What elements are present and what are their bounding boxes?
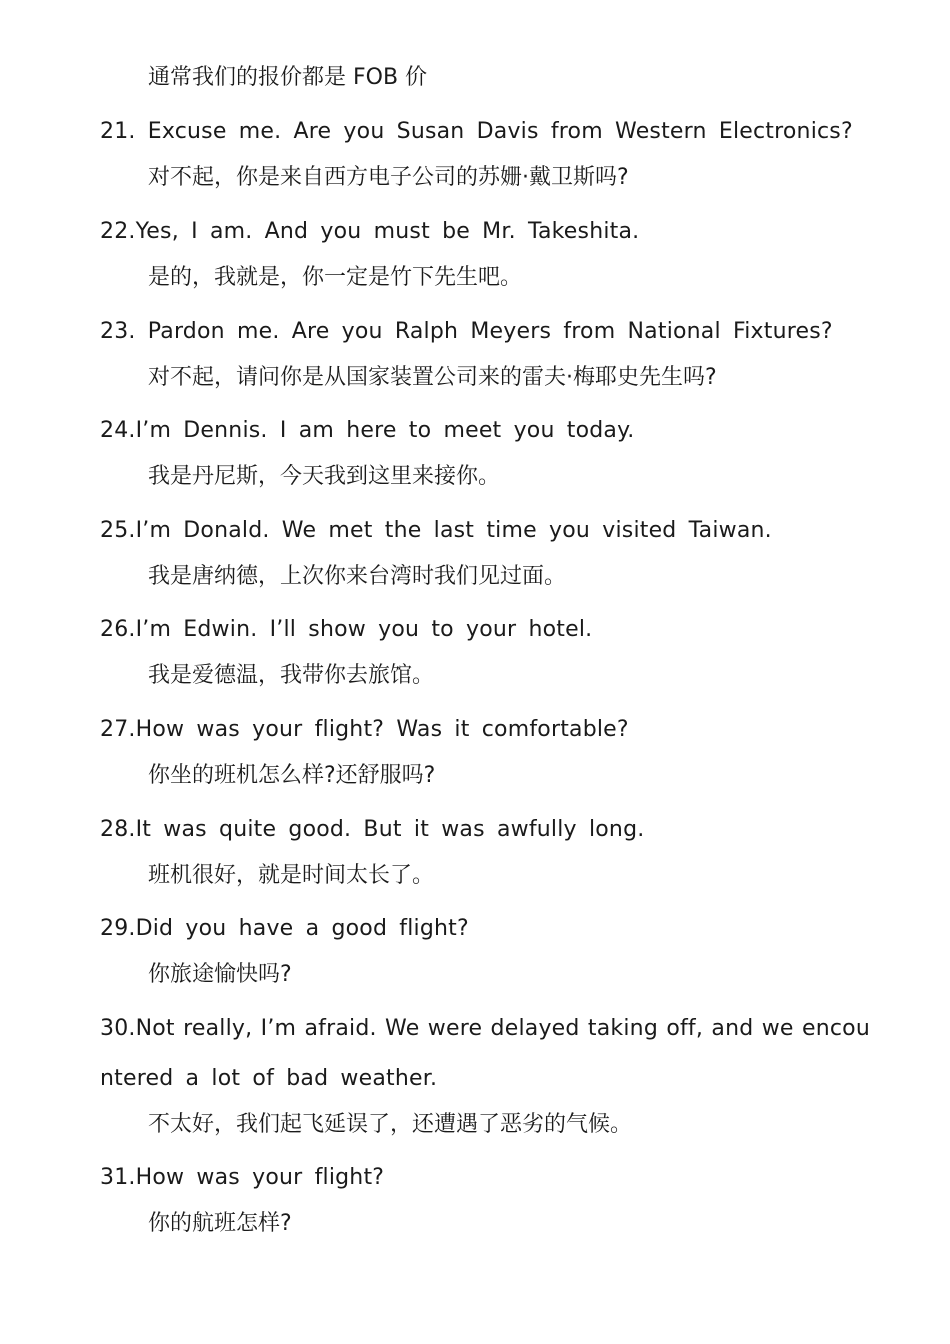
text-line-zh-24: 我是丹尼斯，今天我到这里来接你。 xyxy=(148,464,501,489)
text-line-zh-26: 我是爱德温，我带你去旅馆。 xyxy=(148,663,435,688)
text-line-en-30-part2: ntered a lot of bad weather. xyxy=(100,1066,438,1091)
text-line-zh-23: 对不起，请问你是从国家装置公司来的雷夫·梅耶史先生吗? xyxy=(148,365,717,390)
text-line-zh-31: 你的航班怎样? xyxy=(148,1211,292,1236)
text-line-en-28: 28.It was quite good. But it was awfully long. xyxy=(100,817,645,842)
text-line-en-24: 24.I’m Dennis. I am here to meet you today. xyxy=(100,418,635,443)
text-line-zh-30: 不太好，我们起飞延误了，还遭遇了恶劣的气候。 xyxy=(148,1112,633,1137)
text-line-zh-25: 我是唐纳德，上次你来台湾时我们见过面。 xyxy=(148,564,567,589)
text-line-en-23: 23. Pardon me. Are you Ralph Meyers from National Fixtures? xyxy=(100,319,833,344)
text-line-zh-22: 是的，我就是，你一定是竹下先生吧。 xyxy=(148,265,523,290)
text-line-en-30-part1: 30.Not really, I’m afraid. We were delayed taking off, and we encou xyxy=(100,1016,870,1041)
text-line-zh-pricing: 通常我们的报价都是 FOB 价 xyxy=(148,65,428,90)
text-line-en-27: 27.How was your flight? Was it comfortable? xyxy=(100,717,629,742)
text-line-en-26: 26.I’m Edwin. I’ll show you to your hotel. xyxy=(100,617,593,642)
text-line-en-22: 22.Yes, I am. And you must be Mr. Takeshita. xyxy=(100,219,640,244)
text-line-en-29: 29.Did you have a good flight? xyxy=(100,916,469,941)
text-line-zh-28: 班机很好，就是时间太长了。 xyxy=(148,863,435,888)
text-line-en-31: 31.How was your flight? xyxy=(100,1165,385,1190)
text-line-zh-27: 你坐的班机怎么样?还舒服吗? xyxy=(148,763,436,788)
text-line-zh-29: 你旅途愉快吗? xyxy=(148,962,292,987)
text-line-en-21: 21. Excuse me. Are you Susan Davis from Western Electronics? xyxy=(100,119,853,144)
text-line-en-25: 25.I’m Donald. We met the last time you visited Taiwan. xyxy=(100,518,772,543)
text-line-zh-21: 对不起，你是来自西方电子公司的苏姗·戴卫斯吗? xyxy=(148,165,629,190)
